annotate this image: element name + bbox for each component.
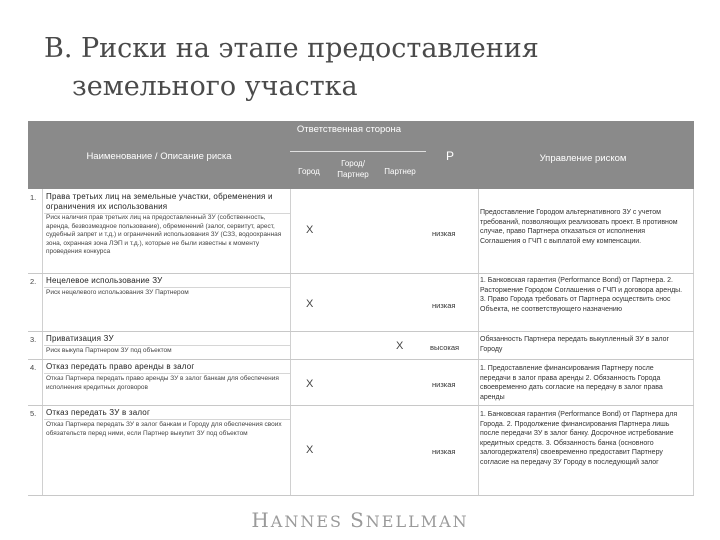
row-number: 1.: [30, 193, 37, 202]
row-divider: [28, 495, 694, 496]
risk-description: Риск нецелевого использования ЗУ Партнером: [46, 289, 189, 296]
row-number: 5.: [30, 409, 37, 418]
probability-value: низкая: [432, 447, 456, 456]
risk-title: Приватизация ЗУ: [46, 334, 114, 343]
responsible-mark: X: [306, 298, 314, 310]
risk-management: 1. Банковская гарантия (Performance Bond) от Партнера. 2. Расторжение Городом Соглашения о ГЧП и договора аренды. 3. Право Города требовать от Партнера осуществить снос Объекта, не соответствующего назначению: [480, 277, 683, 313]
logo-text: NELLMAN: [365, 512, 469, 531]
header-city-partner: Город/ Партнер: [337, 159, 369, 179]
slide-title: [44, 30, 664, 106]
table-header: [28, 121, 694, 189]
header-management: Управление риском: [539, 153, 627, 164]
probability-value: низкая: [432, 229, 456, 238]
col-divider: [478, 189, 479, 496]
risk-table: [28, 121, 694, 496]
logo-text: ANNES: [270, 512, 343, 531]
row-number: 2.: [30, 277, 37, 286]
risk-title: Нецелевое использование ЗУ: [46, 276, 163, 285]
logo-letter: H: [251, 508, 271, 532]
header-name: Наименование / Описание риска: [86, 151, 232, 162]
risk-title: Отказ передать ЗУ в залог: [46, 408, 151, 417]
col-divider: [693, 189, 694, 496]
row-subdivider: [44, 345, 290, 346]
header-probability: P: [445, 149, 454, 163]
title-line-2: земельного участка: [72, 71, 358, 102]
header-city: Город: [298, 167, 320, 176]
row-subdivider: [44, 373, 290, 374]
responsible-mark: X: [306, 444, 314, 456]
risk-title: Отказ передать право аренды в залог: [46, 362, 195, 371]
logo-letter: S: [350, 508, 366, 532]
col-divider: [290, 189, 291, 496]
responsible-mark: X: [306, 378, 314, 390]
risk-description: Риск наличия прав третьих лиц на предоставленный ЗУ (собственность, аренда, безвозмездное пользование), обременений (залог, сервитут, арест, судебный запрет и т.д.) и ограничений использования ЗУ (СЗЗ, водоохранная зона, охранная зона ЛЭП и т.д.), которые не были известны к моменту проведения конкурса: [46, 214, 282, 256]
row-divider: [28, 405, 694, 406]
responsible-mark: X: [396, 340, 404, 352]
probability-value: высокая: [430, 343, 460, 352]
responsible-mark: X: [306, 224, 314, 236]
risk-description: Отказ Партнера передать ЗУ в залог банкам и Городу для обеспечения своих обязательств перед ними, если Партнер выкупит ЗУ под объектом: [46, 421, 282, 437]
header-divider: [290, 151, 426, 152]
row-subdivider: [44, 419, 290, 420]
risk-management: 1. Предоставление финансирования Партнеру после передачи в залог права аренды 2. Обязанность Города своевременно дать согласие на передачу в залог права аренды: [480, 365, 663, 401]
risk-description: Отказ Партнера передать право аренды ЗУ в залог банкам для обеспечения исполнения кредитных договоров: [46, 375, 279, 391]
row-number: 4.: [30, 363, 37, 372]
risk-description: Риск выкупа Партнером ЗУ под объектом: [46, 347, 172, 354]
header-responsible: Ответственная сторона: [296, 124, 402, 135]
probability-value: низкая: [432, 301, 456, 310]
row-divider: [28, 273, 694, 274]
row-divider: [28, 359, 694, 360]
header-partner: Партнер: [384, 167, 416, 176]
hannes-snellman-logo: [0, 508, 720, 532]
risk-title: Права третьих лиц на земельные участки, обременения и ограничения их использования: [46, 192, 273, 211]
row-subdivider: [44, 287, 290, 288]
risk-management: Обязанность Партнера передать выкупленный ЗУ в залог Городу: [480, 336, 670, 353]
risk-management: 1. Банковская гарантия (Performance Bond) от Партнера для Города. 2. Продолжение финансирования Партнера лишь после передачи ЗУ в залог банку. Досрочное истребование кредитных средств. 3. Обязанность банка (основного залогодержателя) своевременно предоставит Партнеру согласие на передачу ЗУ Городу в последующий залог: [480, 411, 678, 466]
row-divider: [28, 331, 694, 332]
probability-value: низкая: [432, 380, 456, 389]
row-number: 3.: [30, 335, 37, 344]
risk-management: Предоставление Городом альтернативного ЗУ с учетом требований, позволяющих реализовать проект. В противном случае, право Партнера отказаться от исполнения Соглашения о ГЧП с выплатой ему компенсации.: [480, 209, 678, 245]
title-line-1: В. Риски на этапе предоставления: [44, 33, 539, 64]
